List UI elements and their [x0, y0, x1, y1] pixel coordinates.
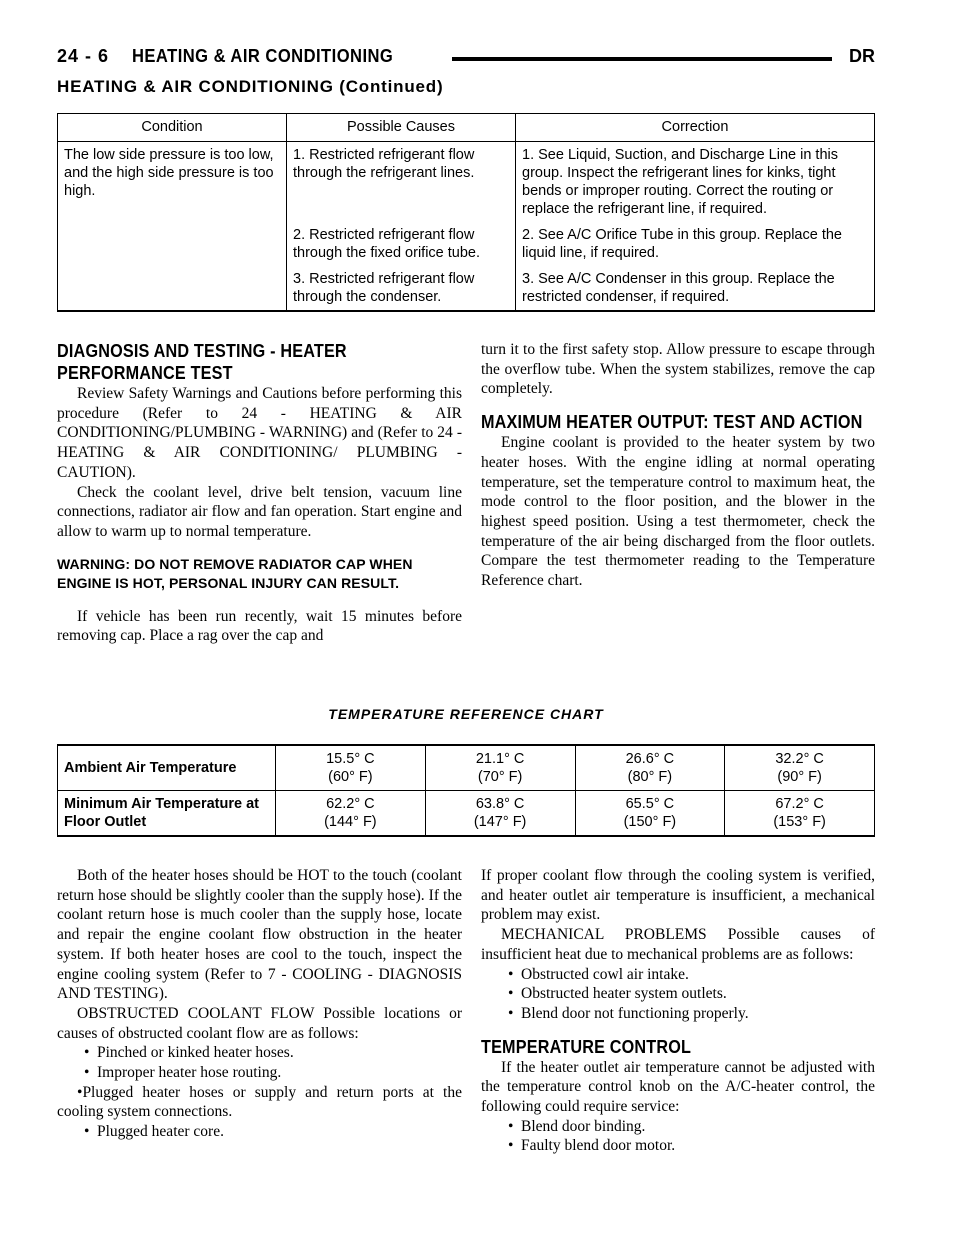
fahrenheit-value: (90° F) [777, 769, 822, 785]
bullet-item [481, 1004, 875, 1024]
fahrenheit-value: (147° F) [473, 814, 527, 830]
fahrenheit-value: (150° F) [623, 814, 677, 830]
warning-text: WARNING: DO NOT REMOVE RADIATOR CAP WHEN ENGINE IS HOT, PERSONAL INJURY CAN RESULT. [57, 555, 413, 591]
table-row [58, 142, 875, 223]
bullet-text: Pinched or kinked heater hoses. [97, 1044, 294, 1062]
bullet-icon: • [508, 1137, 514, 1155]
section-heading: MAXIMUM HEATER OUTPUT: TEST AND ACTION [481, 412, 863, 433]
paragraph: OBSTRUCTED COOLANT FLOW Possible locations or causes of obstructed coolant flow are as follows: [57, 1004, 462, 1042]
column-header: Condition [58, 114, 287, 142]
bullet-item [481, 1136, 875, 1156]
correction-cell: 3. See A/C Condenser in this group. Replace the restricted condenser, if required. [516, 266, 875, 311]
celsius-value: 26.6° C [625, 751, 675, 767]
bullet-icon: • [84, 1064, 90, 1082]
header-rule [452, 57, 832, 61]
cause-cell: 2. Restricted refrigerant flow through the fixed orifice tube. [287, 222, 516, 266]
paragraph: Review Safety Warnings and Cautions before performing this procedure (Refer to 24 - HEATING & AIR CONDITIONING/PLUMBING - WARNING) and (Refer to 24 - HEATING & AIR CONDITIONING/ PLUMBING - CAUTION). [57, 385, 462, 481]
paragraph: If vehicle has been run recently, wait 15 minutes before removing cap. Place a rag over the cap and [57, 607, 462, 645]
celsius-value: 62.2° C [326, 796, 375, 812]
section-title: HEATING & AIR CONDITIONING [132, 46, 394, 66]
bullet-icon: • [508, 1004, 514, 1022]
fahrenheit-value: (80° F) [627, 769, 673, 785]
paragraph: Check the coolant level, drive belt tension, vacuum line connections, radiator air flow and fan operation. Start engine and allow to warm up to normal temperature. [57, 483, 462, 540]
bullet-item [57, 1083, 462, 1122]
correction-cell: 1. See Liquid, Suction, and Discharge Line in this group. Inspect the refrigerant lines for kinks, tight bends or improper routing. Correct the routing or replace the refrigerant line, if required. [516, 142, 875, 223]
bullet-text: Obstructed cowl air intake. [521, 965, 689, 983]
celsius-value: 15.5° C [326, 751, 375, 767]
page-header [57, 46, 875, 74]
diagnosis-table [57, 113, 875, 312]
paragraph: MECHANICAL PROBLEMS Possible causes of insufficient heat due to mechanical problems are as follows: [481, 926, 875, 963]
table-cell [725, 745, 875, 791]
bullet-text: Blend door binding. [521, 1117, 646, 1135]
bullet-icon: • [77, 1083, 83, 1101]
table-cell [725, 791, 875, 837]
table-row [58, 745, 875, 791]
continued-title: HEATING & AIR CONDITIONING (Continued) [57, 77, 444, 96]
bullet-item [57, 1043, 462, 1063]
bullet-item [57, 1063, 462, 1083]
celsius-value: 32.2° C [775, 751, 824, 767]
bullet-text: Faulty blend door motor. [521, 1137, 676, 1155]
celsius-value: 21.1° C [475, 751, 525, 767]
correction-cell: 2. See A/C Orifice Tube in this group. Replace the liquid line, if required. [516, 222, 875, 266]
bullet-icon: • [84, 1044, 90, 1062]
table-cell [276, 745, 426, 791]
table-cell [425, 791, 575, 837]
page-number: 24 - 6 [57, 46, 110, 66]
fahrenheit-value: (60° F) [328, 769, 373, 785]
bullet-item [481, 965, 875, 985]
row-label: Ambient Air Temperature [58, 745, 276, 791]
table-cell [425, 745, 575, 791]
celsius-value: 65.5° C [625, 796, 675, 812]
celsius-value: 67.2° C [775, 796, 824, 812]
bullet-item [57, 1122, 462, 1142]
row-label: Minimum Air Temperature at Floor Outlet [58, 791, 276, 837]
table-header-row [58, 114, 875, 142]
condition-cell: The low side pressure is too low, and the high side pressure is too high. [58, 142, 287, 312]
model-code: DR [849, 46, 875, 66]
section-heading: DIAGNOSIS AND TESTING - HEATER [57, 341, 347, 361]
left-column-top [57, 340, 462, 646]
chart-title: TEMPERATURE REFERENCE CHART [328, 706, 604, 722]
bullet-text: Improper heater hose routing. [97, 1064, 282, 1082]
bullet-item [481, 984, 875, 1004]
section-heading: PERFORMANCE TEST [57, 363, 233, 383]
right-column-bottom [481, 866, 875, 1156]
bullet-text: Blend door not functioning properly. [521, 1004, 749, 1022]
left-column-bottom [57, 866, 462, 1142]
table-cell [575, 745, 725, 791]
paragraph: If proper coolant flow through the cooling system is verified, and heater outlet air temperature is insufficient, a mechanical problem may exist. [481, 867, 875, 924]
bullet-icon: • [508, 985, 514, 1003]
table-cell [575, 791, 725, 837]
bullet-icon: • [508, 1117, 514, 1135]
fahrenheit-value: (144° F) [324, 814, 377, 830]
bullet-icon: • [508, 965, 514, 983]
section-heading: TEMPERATURE CONTROL [481, 1036, 692, 1057]
paragraph: turn it to the first safety stop. Allow pressure to escape through the overflow tube. When the system stabilizes, remove the cap completely. [481, 341, 875, 398]
paragraph: If the heater outlet air temperature cannot be adjusted with the temperature control knob on the A/C-heater control, the following could require service: [481, 1058, 875, 1116]
bullet-text: Plugged heater hoses or supply and return ports at the cooling system connections. [57, 1083, 462, 1121]
temperature-reference-table [57, 744, 875, 837]
fahrenheit-value: (70° F) [477, 769, 523, 785]
table-row [58, 791, 875, 837]
column-header: Correction [516, 114, 875, 142]
cause-cell: 3. Restricted refrigerant flow through the condenser. [287, 266, 516, 311]
table-cell [276, 791, 426, 837]
bullet-item [481, 1117, 875, 1137]
bullet-icon: • [84, 1123, 90, 1141]
paragraph: Both of the heater hoses should be HOT to the touch (coolant return hose should be slightly cooler than the supply hose). If the coolant return hose is much cooler than the supply hose, locate and repair the engine coolant flow obstruction in the heater system. If both heater hoses are cool to the touch, inspect the engine cooling system (Refer to 7 - COOLING - DIAGNOSIS AND TESTING). [57, 867, 462, 1003]
right-column-top [481, 340, 875, 591]
bullet-text: Plugged heater core. [97, 1123, 224, 1141]
cause-cell: 1. Restricted refrigerant flow through the refrigerant lines. [287, 142, 516, 223]
paragraph: Engine coolant is provided to the heater system by two heater hoses. With the engine idling at normal operating temperature, set the temperature control to maximum heat, the mode control to the floor position, and the blower in the highest speed position. Using a test thermometer, check the temperature of the air being discharged from the floor outlets. Compare the test thermometer reading to the Temperature Reference chart. [481, 434, 875, 590]
column-header: Possible Causes [287, 114, 516, 142]
bullet-text: Obstructed heater system outlets. [521, 985, 727, 1003]
fahrenheit-value: (153° F) [773, 814, 826, 830]
celsius-value: 63.8° C [475, 796, 525, 812]
